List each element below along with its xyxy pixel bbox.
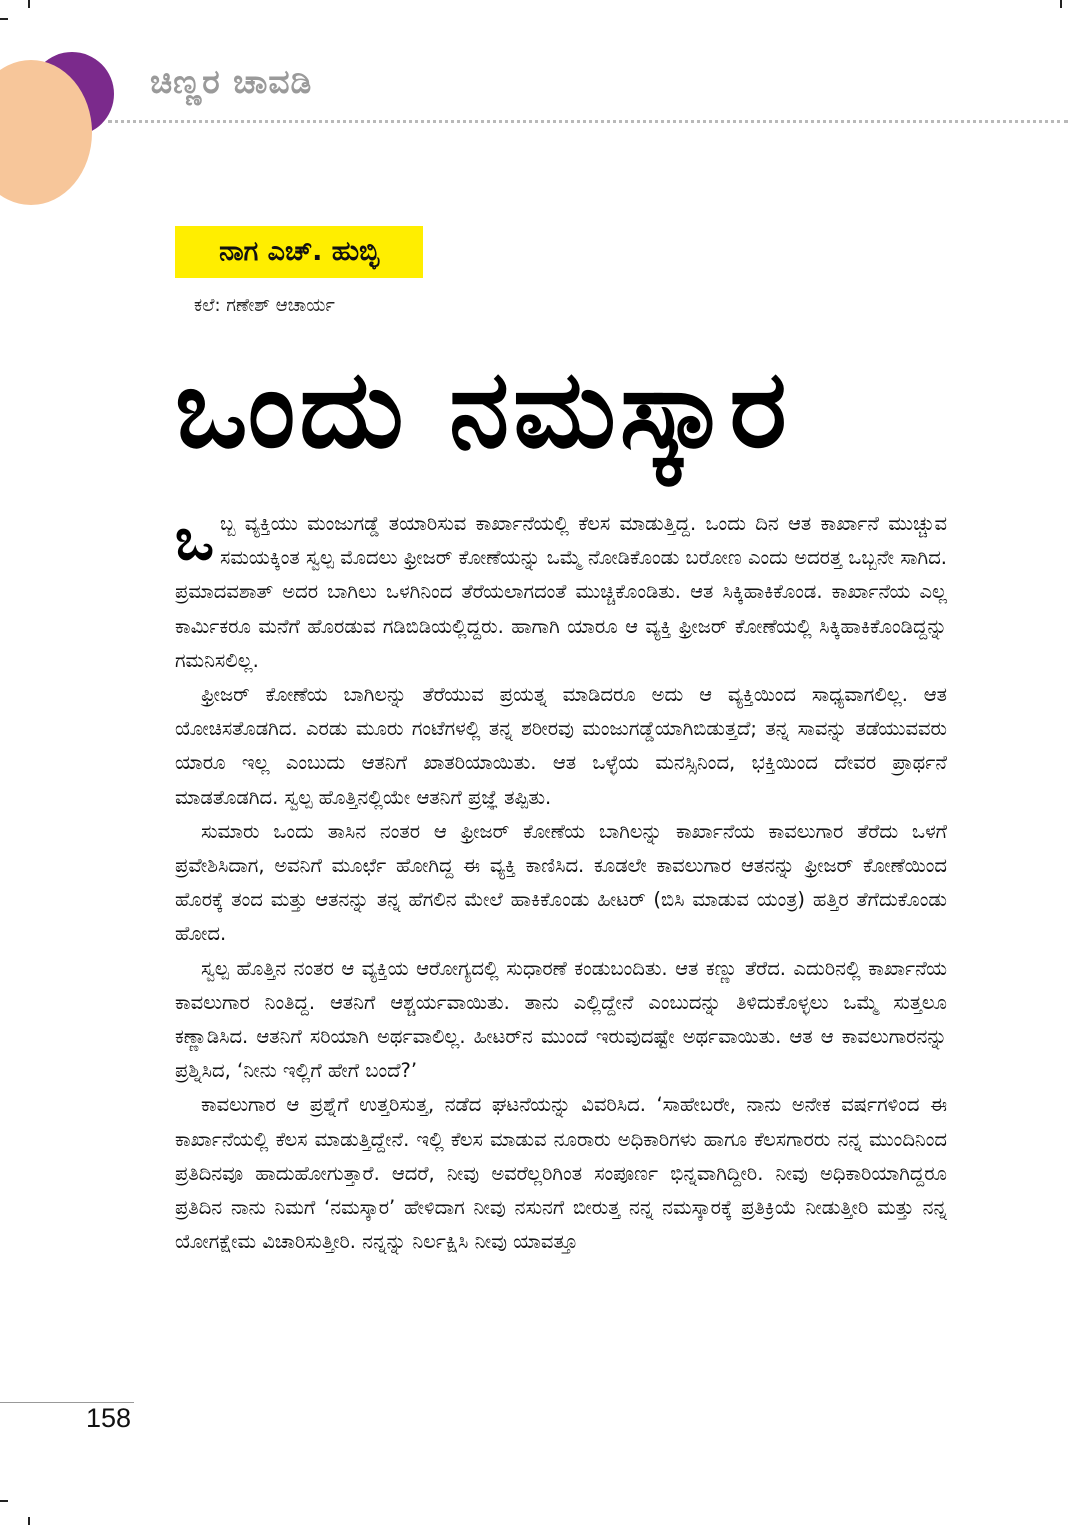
crop-mark: [1060, 0, 1062, 8]
article-paragraph: ಕಾವಲುಗಾರ ಆ ಪ್ರಶ್ನೆಗೆ ಉತ್ತರಿಸುತ್ತ, ನಡೆದ ಘಟನೆಯನ್ನು ವಿವರಿಸಿದ. ‘ಸಾಹೇಬರೇ, ನಾನು ಅನೇಕ ವರ್ಷಗಳಿಂದ ಈ ಕಾರ್ಖಾನೆಯಲ್ಲಿ ಕೆಲಸ ಮಾಡುತ್ತಿದ್ದೇನೆ. ಇಲ್ಲಿ ಕೆಲಸ ಮಾಡುವ ನೂರಾರು ಅಧಿಕಾರಿಗಳು ಹಾಗೂ ಕೆಲಸಗಾರರು ನನ್ನ ಮುಂದಿನಿಂದ ಪ್ರತಿದಿನವೂ ಹಾದುಹೋಗುತ್ತಾರೆ. ಆದರೆ, ನೀವು ಅವರೆಲ್ಲರಿಗಿಂತ ಸಂಪೂರ್ಣ ಭಿನ್ನವಾಗಿದ್ದೀರಿ. ನೀವು ಅಧಿಕಾರಿಯಾಗಿದ್ದರೂ ಪ್ರತಿದಿನ ನಾನು ನಿಮಗೆ ‘ನಮಸ್ಕಾರ’ ಹೇಳಿದಾಗ ನೀವು ನಸುನಗೆ ಬೀರುತ್ತ ನನ್ನ ನಮಸ್ಕಾರಕ್ಕೆ ಪ್ರತಿಕ್ರಿಯೆ ನೀಡುತ್ತೀರಿ ಮತ್ತು ನನ್ನ ಯೋಗಕ್ಷೇಮ ವಿಚಾರಿಸುತ್ತೀರಿ. ನನ್ನನ್ನು ನಿರ್ಲಕ್ಷಿಸಿ ನೀವು ಯಾವತ್ತೂ: [175, 1093, 947, 1254]
crop-mark: [0, 1500, 8, 1502]
article-body: [175, 507, 947, 1259]
article-paragraph: [175, 507, 947, 678]
article-paragraph: ಸುಮಾರು ಒಂದು ತಾಸಿನ ನಂತರ ಆ ಫ್ರೀಜರ್ ಕೋಣೆಯ ಬಾಗಿಲನ್ನು ಕಾರ್ಖಾನೆಯ ಕಾವಲುಗಾರ ತೆರೆದು ಒಳಗೆ ಪ್ರವೇಶಿಸಿದಾಗ, ಅವನಿಗೆ ಮೂರ್ಛೆ ಹೋಗಿದ್ದ ಈ ವ್ಯಕ್ತಿ ಕಾಣಿಸಿದ. ಕೂಡಲೇ ಕಾವಲುಗಾರ ಆತನನ್ನು ಫ್ರೀಜರ್ ಕೋಣೆಯಿಂದ ಹೊರಕ್ಕೆ ತಂದ ಮತ್ತು ಆತನನ್ನು ತನ್ನ ಹೆಗಲಿನ ಮೇಲೆ ಹಾಕಿಕೊಂಡು ಹೀಟರ್ (ಬಿಸಿ ಮಾಡುವ ಯಂತ್ರ) ಹತ್ತಿರ ತೆಗೆದುಕೊಂಡು ಹೋದ.: [175, 819, 947, 946]
drop-cap: ಒ: [175, 505, 214, 573]
author-name-box: [175, 226, 423, 278]
section-title: ಚಿಣ್ಣರ ಚಾವಡಿ: [150, 62, 313, 101]
article-paragraph: ಸ್ವಲ್ಪ ಹೊತ್ತಿನ ನಂತರ ಆ ವ್ಯಕ್ತಿಯ ಆರೋಗ್ಯದಲ್ಲಿ ಸುಧಾರಣೆ ಕಂಡುಬಂದಿತು. ಆತ ಕಣ್ಣು ತೆರೆದ. ಎದುರಿನಲ್ಲಿ ಕಾರ್ಖಾನೆಯ ಕಾವಲುಗಾರ ನಿಂತಿದ್ದ. ಆತನಿಗೆ ಆಶ್ಚರ್ಯವಾಯಿತು. ತಾನು ಎಲ್ಲಿದ್ದೇನೆ ಎಂಬುದನ್ನು ತಿಳಿದುಕೊಳ್ಳಲು ಒಮ್ಮೆ ಸುತ್ತಲೂ ಕಣ್ಣಾಡಿಸಿದ. ಆತನಿಗೆ ಸರಿಯಾಗಿ ಅರ್ಥವಾಲಿಲ್ಲ. ಹೀಟರ್‌ನ ಮುಂದೆ ಇರುವುದಷ್ಟೇ ಅರ್ಥವಾಯಿತು. ಆತ ಆ ಕಾವಲುಗಾರನನ್ನು ಪ್ರಶ್ನಿಸಿದ, ‘ನೀನು ಇಲ್ಲಿಗೆ ಹೇಗೆ ಬಂದೆ?’: [175, 956, 947, 1083]
article-title: ಒಂದು ನಮಸ್ಕಾರ: [175, 347, 791, 472]
crop-mark: [28, 1517, 30, 1525]
art-credit: ಕಲೆ: ಗಣೇಶ್ ಆಚಾರ್ಯ: [194, 295, 335, 316]
paragraph-text: ಬ್ಬ ವ್ಯಕ್ತಿಯು ಮಂಜುಗಡ್ಡೆ ತಯಾರಿಸುವ ಕಾರ್ಖಾನೆಯಲ್ಲಿ ಕೆಲಸ ಮಾಡುತ್ತಿದ್ದ. ಒಂದು ದಿನ ಆತ ಕಾರ್ಖಾನೆ ಮುಚ್ಚುವ ಸಮಯಕ್ಕಿಂತ ಸ್ವಲ್ಪ ಮೊದಲು ಫ್ರೀಜರ್ ಕೋಣೆಯನ್ನು ಒಮ್ಮೆ ನೋಡಿಕೊಂಡು ಬರೋಣ ಎಂದು ಅದರತ್ತ ಒಬ್ಬನೇ ಸಾಗಿದ. ಪ್ರಮಾದವಶಾತ್ ಅದರ ಬಾಗಿಲು ಒಳಗಿನಿಂದ ತೆರೆಯಲಾಗದಂತೆ ಮುಚ್ಚಿಕೊಂಡಿತು. ಆತ ಸಿಕ್ಕಿಹಾಕಿಕೊಂಡ. ಕಾರ್ಖಾನೆಯ ಎಲ್ಲ ಕಾರ್ಮಿಕರೂ ಮನೆಗೆ ಹೊರಡುವ ಗಡಿಬಿಡಿಯಲ್ಲಿದ್ದರು. ಹಾಗಾಗಿ ಯಾರೂ ಆ ವ್ಯಕ್ತಿ ಫ್ರೀಜರ್ ಕೋಣೆಯಲ್ಲಿ ಸಿಕ್ಕಿಹಾಕಿಕೊಂಡಿದ್ದನ್ನು ಗಮನಿಸಲಿಲ್ಲ.: [175, 512, 947, 672]
crop-mark: [0, 18, 8, 20]
article-paragraph: ಫ್ರೀಜರ್ ಕೋಣೆಯ ಬಾಗಿಲನ್ನು ತೆರೆಯುವ ಪ್ರಯತ್ನ ಮಾಡಿದರೂ ಅದು ಆ ವ್ಯಕ್ತಿಯಿಂದ ಸಾಧ್ಯವಾಗಲಿಲ್ಲ. ಆತ ಯೋಚಿಸತೊಡಗಿದ. ಎರಡು ಮೂರು ಗಂಟೆಗಳಲ್ಲಿ ತನ್ನ ಶರೀರವು ಮಂಜುಗಡ್ಡೆಯಾಗಿಬಿಡುತ್ತದೆ; ತನ್ನ ಸಾವನ್ನು ತಡೆಯುವವರು ಯಾರೂ ಇಲ್ಲ ಎಂಬುದು ಆತನಿಗೆ ಖಾತರಿಯಾಯಿತು. ಆತ ಒಳ್ಳೆಯ ಮನಸ್ಸಿನಿಂದ, ಭಕ್ತಿಯಿಂದ ದೇವರ ಪ್ರಾರ್ಥನೆ ಮಾಡತೊಡಗಿದ. ಸ್ವಲ್ಪ ಹೊತ್ತಿನಲ್ಲಿಯೇ ಆತನಿಗೆ ಪ್ರಜ್ಞೆ ತಪ್ಪಿತು.: [175, 683, 947, 809]
crop-mark: [28, 0, 30, 8]
author-name: ನಾಗ ಎಚ್‌. ಹುಬ್ಳಿ: [219, 236, 379, 267]
header-dotted-rule: [108, 120, 1068, 123]
page-number: 158: [86, 1403, 132, 1433]
